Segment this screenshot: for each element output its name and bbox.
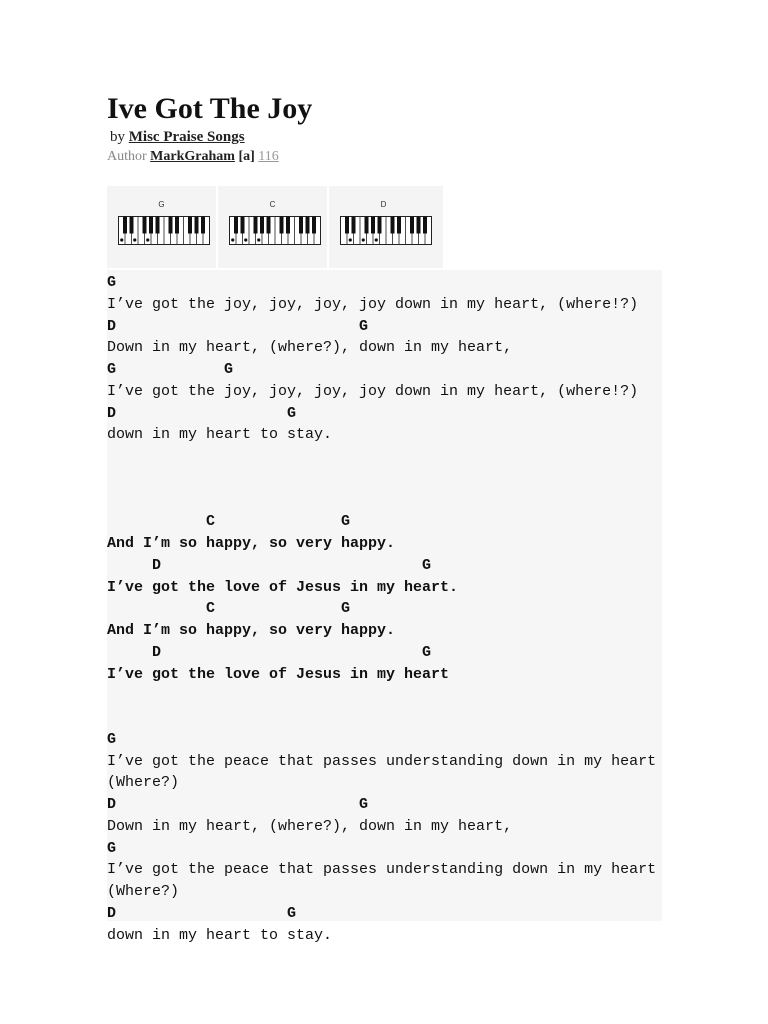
by-prefix: by <box>110 129 125 145</box>
lyric-line: Down in my heart, (where?), down in my heart, <box>107 339 513 357</box>
chord-line: G G <box>107 361 234 378</box>
lyric-line: I’ve got the peace that passes understanding down in my heart <box>107 752 657 770</box>
lyric-line: And I’m so happy, so very happy. <box>107 535 396 552</box>
chord-line: D G <box>107 556 432 574</box>
lyric-line: And I’m so happy, so very happy. <box>107 622 396 639</box>
chord-line: D G <box>107 643 432 661</box>
piano-keyboard-icon <box>229 216 323 246</box>
author-tag: [a] <box>238 149 255 164</box>
chord-diagrams <box>107 186 443 268</box>
song-title: Ive Got The Joy <box>107 92 313 125</box>
lyric-line: I’ve got the joy, joy, joy, joy down in my heart, (where!?) <box>107 295 639 313</box>
artist-link[interactable]: Misc Praise Songs <box>128 129 245 145</box>
lyric-line: I’ve got the love of Jesus in my heart. <box>107 578 459 596</box>
lyric-line: Down in my heart, (where?), down in my heart, <box>107 817 513 835</box>
lyric-line: I’ve got the love of Jesus in my heart <box>107 665 450 683</box>
chord-line: D G <box>107 904 297 922</box>
chord-diagram-label: G <box>158 200 165 209</box>
author-line <box>107 148 279 166</box>
author-count-link[interactable]: 116 <box>258 149 279 164</box>
chord-diagram-label: D <box>380 200 387 209</box>
chord-diagram-c[interactable] <box>216 186 327 268</box>
byline <box>110 128 245 146</box>
chord-line: C G <box>107 513 351 531</box>
lyric-line: (Where?) <box>107 883 180 900</box>
piano-keyboard-icon <box>340 216 434 246</box>
chord-diagram-d[interactable] <box>327 186 438 268</box>
chord-line: G <box>107 274 117 291</box>
chord-line: G <box>107 730 117 748</box>
chord-diagram-label: C <box>269 200 276 209</box>
piano-keyboard-icon <box>118 216 212 246</box>
chord-line: C G <box>107 600 351 618</box>
chord-line: G <box>107 839 117 857</box>
lyric-line: down in my heart to stay. <box>107 926 333 944</box>
author-name-link[interactable]: MarkGraham <box>150 149 235 164</box>
author-label: Author <box>107 149 147 164</box>
lyric-line: I’ve got the joy, joy, joy, joy down in my heart, (where!?) <box>107 382 639 400</box>
chord-line: D G <box>107 317 369 335</box>
chord-line: D G <box>107 404 297 422</box>
lyric-line: I’ve got the peace that passes understanding down in my heart <box>107 861 657 879</box>
lyric-line: down in my heart to stay. <box>107 426 333 444</box>
chord-sheet <box>107 270 662 944</box>
chord-diagram-g[interactable] <box>107 186 216 268</box>
lyric-line: (Where?) <box>107 774 180 792</box>
chord-line: D G <box>107 796 369 813</box>
